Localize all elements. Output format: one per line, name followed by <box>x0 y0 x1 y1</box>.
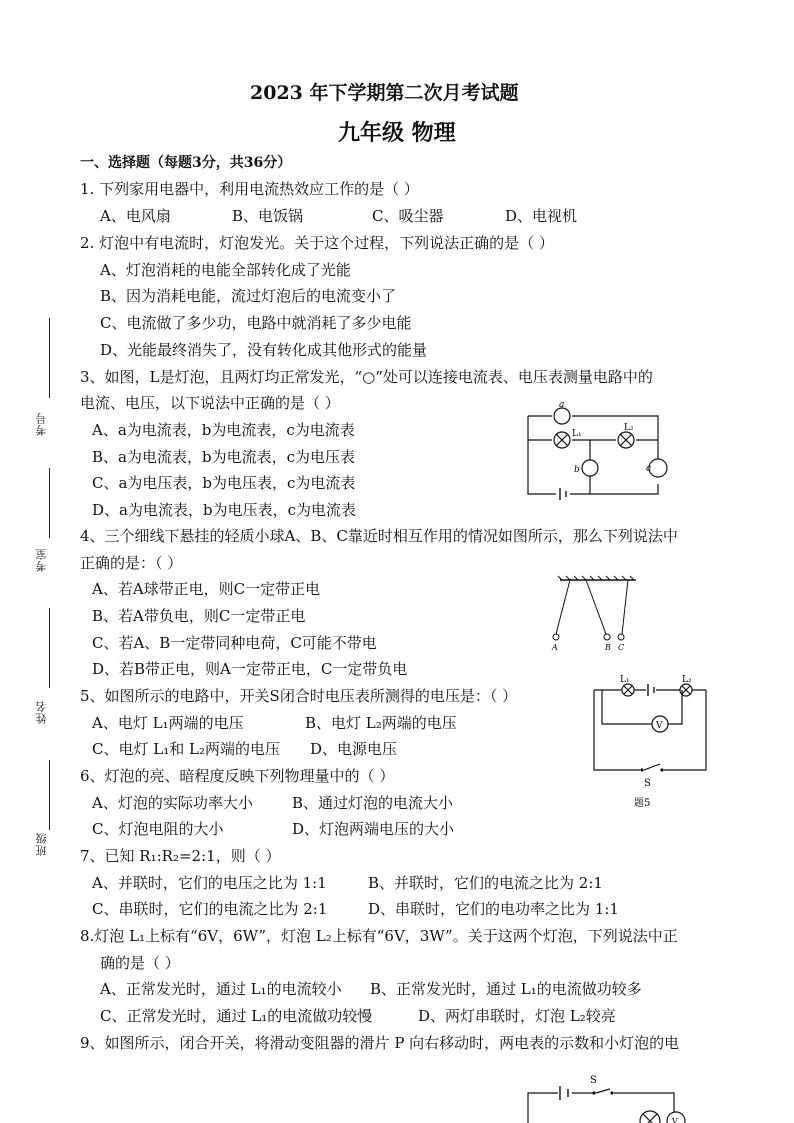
label-l1: L₁ <box>620 675 630 685</box>
question-5-stem: 5、如图所示的电路中，开关S闭合时电压表所测得的电压是：（ ） <box>80 687 518 705</box>
question-2-stem: 2. 灯泡中有电流时，灯泡发光。关于这个过程，下列说法正确的是（ ） <box>80 234 554 252</box>
question-6-stem: 6、灯泡的亮、暗程度反映下列物理量中的（ ） <box>80 767 395 785</box>
question-1-option-a[interactable]: A、电风扇 <box>100 207 171 225</box>
question-2-option-d[interactable]: D、光能最终消失了，没有转化成其他形式的能量 <box>100 341 428 359</box>
question-4-option-a[interactable]: A、若A球带正电，则C一定带正电 <box>92 580 321 598</box>
question-8-option-d[interactable]: D、两灯串联时，灯泡 L₂较亮 <box>418 1007 616 1025</box>
lamp-l1-cross <box>624 686 632 694</box>
question-5-option-b[interactable]: B、电灯 L₂两端的电压 <box>305 714 457 732</box>
section-heading: 一、选择题（每题3分，共36分） <box>80 155 292 171</box>
question-6-option-d[interactable]: D、灯泡两端电压的大小 <box>292 820 455 838</box>
question-5-option-a[interactable]: A、电灯 L₁两端的电压 <box>92 714 244 732</box>
question-5-circuit-diagram <box>588 675 712 809</box>
label-voltmeter: V <box>656 721 663 731</box>
question-4-option-c[interactable]: C、若A、B一定带同种电荷，C可能不带电 <box>92 634 377 652</box>
question-1-option-b[interactable]: B、电饭锅 <box>232 207 304 225</box>
question-7-stem: 7、已知 R₁:R₂=2:1，则（ ） <box>80 847 281 865</box>
label-ball-a: A <box>552 643 558 652</box>
label-switch: S <box>644 778 651 789</box>
figure-5-caption: 题5 <box>634 798 651 809</box>
question-2-option-a[interactable]: A、灯泡消耗的电能全部转化成了光能 <box>100 261 351 279</box>
label-switch: S <box>590 1075 597 1086</box>
lamp-l2-cross <box>682 686 690 694</box>
question-2-option-b[interactable]: B、因为消耗电能，流过灯泡后的电流变小了 <box>100 287 397 305</box>
question-6-option-c[interactable]: C、灯泡电阻的大小 <box>92 820 224 838</box>
question-3-option-c[interactable]: C、a为电压表，b为电压表，c为电流表 <box>92 474 356 492</box>
question-8-option-a[interactable]: A、正常发光时，通过 L₁的电流较小 <box>100 980 342 998</box>
ball-b <box>604 634 610 640</box>
thread-b <box>586 580 606 634</box>
label-ball-c: C <box>618 643 625 652</box>
exam-subtitle: 九年级 物理 <box>338 120 456 146</box>
binding-line <box>49 468 50 538</box>
switch-contact <box>660 768 663 771</box>
label-b: b <box>574 465 580 475</box>
question-5-option-c[interactable]: C、电灯 L₁和 L₂两端的电压 <box>92 740 280 758</box>
label-ball-b: B <box>605 643 611 652</box>
student-name-label: 姓名 <box>35 700 48 724</box>
thread-c <box>622 580 628 634</box>
question-3-circuit-diagram <box>526 400 666 500</box>
exam-number-label: 考号 <box>35 412 48 436</box>
question-9-stem: 9、如图所示，闭合开关，将滑动变阻器的滑片 P 向右移动时，两电表的示数和小灯泡的电 <box>80 1034 680 1052</box>
switch-contact <box>640 768 643 771</box>
binding-line <box>49 318 50 398</box>
exam-title: 2023 年下学期第二次月考试题 <box>250 82 519 104</box>
question-4-stem-line1: 4、三个细线下悬挂的轻质小球A、B、C靠近时相互作用的情况如图所示，那么下列说法中 <box>80 527 678 545</box>
ball-a <box>553 634 559 640</box>
thread-a <box>556 580 570 634</box>
lamp-cross <box>643 1114 657 1123</box>
binding-line <box>49 608 50 688</box>
question-3-option-d[interactable]: D、a为电流表，b为电压表，c为电流表 <box>92 501 356 519</box>
question-9-circuit-diagram <box>524 1073 694 1123</box>
switch-contact <box>610 1091 613 1094</box>
circuit-wire <box>602 690 682 724</box>
question-6-option-b[interactable]: B、通过灯泡的电流大小 <box>292 794 454 812</box>
question-8-option-b[interactable]: B、正常发光时，通过 L₁的电流做功较多 <box>370 980 642 998</box>
question-3-stem-line2: 电流、电压，以下说法中正确的是（ ） <box>80 394 340 412</box>
label-l1: L₁ <box>572 429 582 439</box>
lamp-l2-cross <box>620 434 632 446</box>
question-3-stem-line1: 3、如图，L是灯泡，且两灯均正常发光，“○”处可以连接电流表、电压表测量电路中的 <box>80 368 653 386</box>
circuit-wire <box>594 690 706 770</box>
circuit-wire <box>528 416 658 494</box>
question-7-option-c[interactable]: C、串联时，它们的电流之比为 2:1 <box>92 900 328 918</box>
question-1-option-d[interactable]: D、电视机 <box>505 207 578 225</box>
label-l2: L₂ <box>682 675 692 685</box>
question-1-stem: 1. 下列家用电器中，利用电流热效应工作的是（ ） <box>80 180 419 198</box>
meter-c-circle <box>649 459 667 477</box>
label-l2: L₂ <box>624 423 634 433</box>
class-label: 班级 <box>35 832 48 856</box>
meter-b-circle <box>582 460 598 476</box>
meter-a-circle <box>554 408 570 424</box>
question-7-option-a[interactable]: A、并联时，它们的电压之比为 1:1 <box>92 874 327 892</box>
question-3-option-b[interactable]: B、a为电流表，b为电流表，c为电压表 <box>92 448 355 466</box>
question-7-option-d[interactable]: D、串联时，它们的电功率之比为 1:1 <box>368 900 619 918</box>
question-4-stem-line2: 正确的是：（ ） <box>80 554 183 572</box>
circuit-wire <box>528 1089 674 1123</box>
question-8-option-c[interactable]: C、正常发光时，通过 L₁的电流做功较慢 <box>100 1007 373 1025</box>
question-1-option-c[interactable]: C、吸尘器 <box>372 207 444 225</box>
question-3-option-a[interactable]: A、a为电流表，b为电流表，c为电流表 <box>92 421 355 439</box>
question-8-stem-line2: 确的是（ ） <box>100 954 180 972</box>
lamp-l1-cross <box>556 434 568 446</box>
switch-contact <box>592 1091 595 1094</box>
label-voltmeter: V <box>672 1117 678 1123</box>
question-4-option-d[interactable]: D、若B带正电，则A一定带正电，C一定带负电 <box>92 660 408 678</box>
question-7-option-b[interactable]: B、并联时，它们的电流之比为 2:1 <box>368 874 603 892</box>
question-4-option-b[interactable]: B、若A带负电，则C一定带正电 <box>92 607 306 625</box>
label-a: a <box>559 400 565 410</box>
ball-c <box>618 634 624 640</box>
label-c: c <box>646 464 652 474</box>
question-6-option-a[interactable]: A、灯泡的实际功率大小 <box>92 794 253 812</box>
binding-line <box>49 760 50 830</box>
question-5-option-d[interactable]: D、电源电压 <box>310 740 398 758</box>
question-4-pendulum-diagram <box>552 578 638 652</box>
question-2-option-c[interactable]: C、电流做了多少功，电路中就消耗了多少电能 <box>100 314 412 332</box>
exam-room-label: 考室 <box>35 548 48 572</box>
question-8-stem-line1: 8.灯泡 L₁上标有“6V，6W”，灯泡 L₂上标有“6V，3W”。关于这两个灯泡，下列说法中正 <box>80 927 678 945</box>
